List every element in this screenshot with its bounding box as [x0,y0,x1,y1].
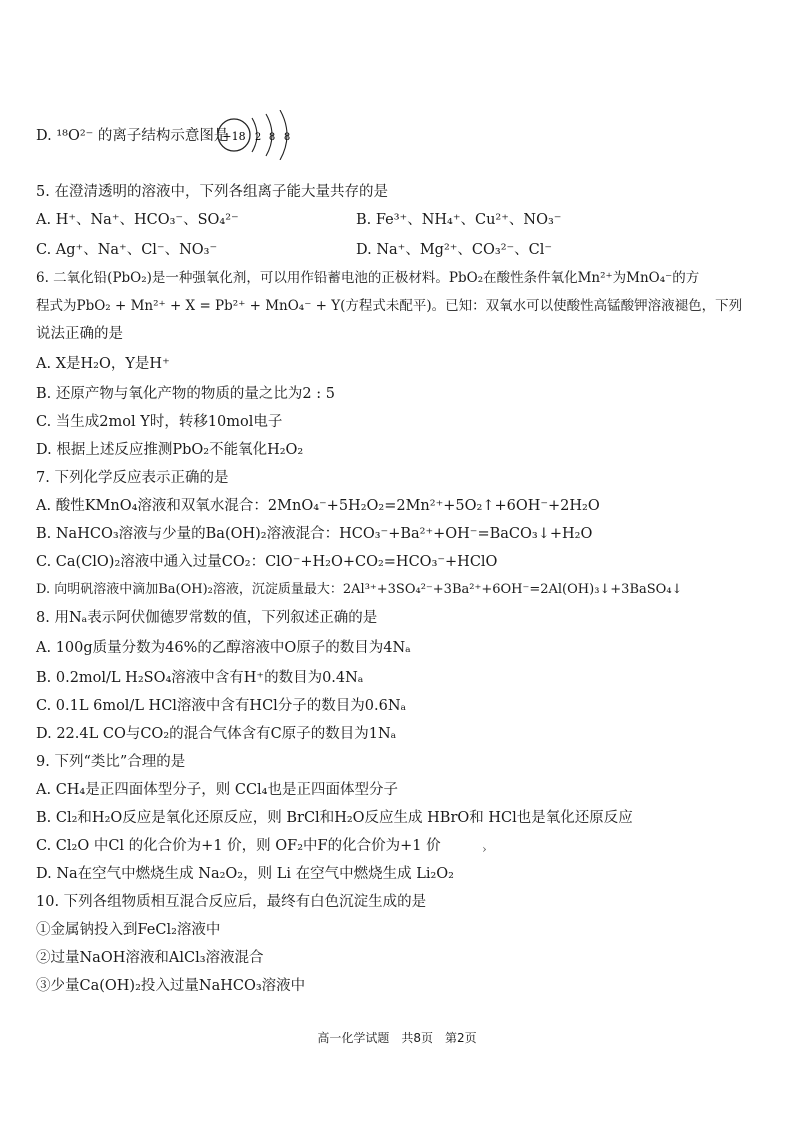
q10-item-1: ①金属钠投入到FeCl₂溶液中 [36,922,221,938]
q10-item-3: ③少量Ca(OH)₂投入过量NaHCO₃溶液中 [36,978,306,994]
q8-option-d: D. 22.4L CO与CO₂的混合气体含有C原子的数目为1Nₐ [36,726,397,742]
shell-count-3: 8 [283,132,291,143]
q7-option-a: A. 酸性KMnO₄溶液和双氧水混合：2MnO₄⁻+5H₂O₂=2Mn²⁺+5O₂↑+6OH⁻+2H₂O [36,498,600,514]
q9-option-d: D. Na在空气中燃烧生成 Na₂O₂，则 Li 在空气中燃烧生成 Li₂O₂ [36,866,454,882]
q9-option-b: B. Cl₂和H₂O反应是氧化还原反应，则 BrCl和H₂O反应生成 HBrO和 HCl也是氧化还原反应 [36,810,633,826]
q6-option-d: D. 根据上述反应推测PbO₂不能氧化H₂O₂ [36,442,304,458]
q10-item-2: ②过量NaOH溶液和AlCl₃溶液混合 [36,950,264,966]
q6-option-c: C. 当生成2mol Y时，转移10mol电子 [36,414,283,430]
q8-stem: 8. 用Nₐ表示阿伏伽德罗常数的值，下列叙述正确的是 [36,610,378,626]
q9-option-a: A. CH₄是正四面体型分子，则 CCl₄也是正四面体型分子 [36,782,398,798]
q5-option-a: A. H⁺、Na⁺、HCO₃⁻、SO₄²⁻ [36,212,239,228]
stray-mark: › [482,842,487,856]
q6-stem-2: 程式为PbO₂ + Mn²⁺ + X = Pb²⁺ + MnO₄⁻ + Y(方程式未配平)。已知：双氧水可以使酸性高锰酸钾溶液褪色，下列 [36,298,743,314]
q6-stem-1: 6. 二氧化铅(PbO₂)是一种强氧化剂，可以用作铅蓄电池的正极材料。PbO₂在酸性条件氧化Mn²⁺为MnO₄⁻的方 [36,270,700,286]
nucleus-charge: +18 [222,130,246,143]
q7-option-c: C. Ca(ClO)₂溶液中通入过量CO₂：ClO⁻+H₂O+CO₂=HCO₃⁻+HClO [36,554,498,570]
q7-option-d: D. 向明矾溶液中滴加Ba(OH)₂溶液，沉淀质量最大：2Al³⁺+3SO₄²⁻+3Ba²⁺+6OH⁻=2Al(OH)₃↓+3BaSO₄↓ [36,582,683,597]
q9-stem: 9. 下列“类比”合理的是 [36,754,186,770]
q8-option-b: B. 0.2mol/L H₂SO₄溶液中含有H⁺的数目为0.4Nₐ [36,670,364,686]
ion-structure-diagram [214,110,304,160]
q5-option-d: D. Na⁺、Mg²⁺、CO₃²⁻、Cl⁻ [356,242,553,258]
q5-stem: 5. 在澄清透明的溶液中，下列各组离子能大量共存的是 [36,184,388,200]
q5-option-c: C. Ag⁺、Na⁺、Cl⁻、NO₃⁻ [36,242,218,258]
shell-count-1: 2 [254,132,262,143]
q7-option-b: B. NaHCO₃溶液与少量的Ba(OH)₂溶液混合：HCO₃⁻+Ba²⁺+OH⁻=BaCO₃↓+H₂O [36,526,593,542]
shell-count-2: 8 [268,132,276,143]
q6-option-b: B. 还原产物与氧化产物的物质的量之比为2 : 5 [36,386,335,402]
q8-option-c: C. 0.1L 6mol/L HCl溶液中含有HCl分子的数目为0.6Nₐ [36,698,407,714]
q9-option-c: C. Cl₂O 中Cl 的化合价为+1 价，则 OF₂中F的化合价为+1 价 [36,838,441,854]
page-footer: 高一化学试题 共8页 第2页 [317,1031,477,1045]
q6-option-a: A. X是H₂O，Y是H⁺ [36,356,170,372]
q8-option-a: A. 100g质量分数为46%的乙醇溶液中O原子的数目为4Nₐ [36,640,411,656]
q5-option-b: B. Fe³⁺、NH₄⁺、Cu²⁺、NO₃⁻ [356,212,562,228]
q10-stem: 10. 下列各组物质相互混合反应后，最终有白色沉淀生成的是 [36,894,427,910]
q4-option-d: D. ¹⁸O²⁻ 的离子结构示意图是 [36,128,229,144]
q6-stem-3: 说法正确的是 [36,326,123,342]
q7-stem: 7. 下列化学反应表示正确的是 [36,470,229,486]
